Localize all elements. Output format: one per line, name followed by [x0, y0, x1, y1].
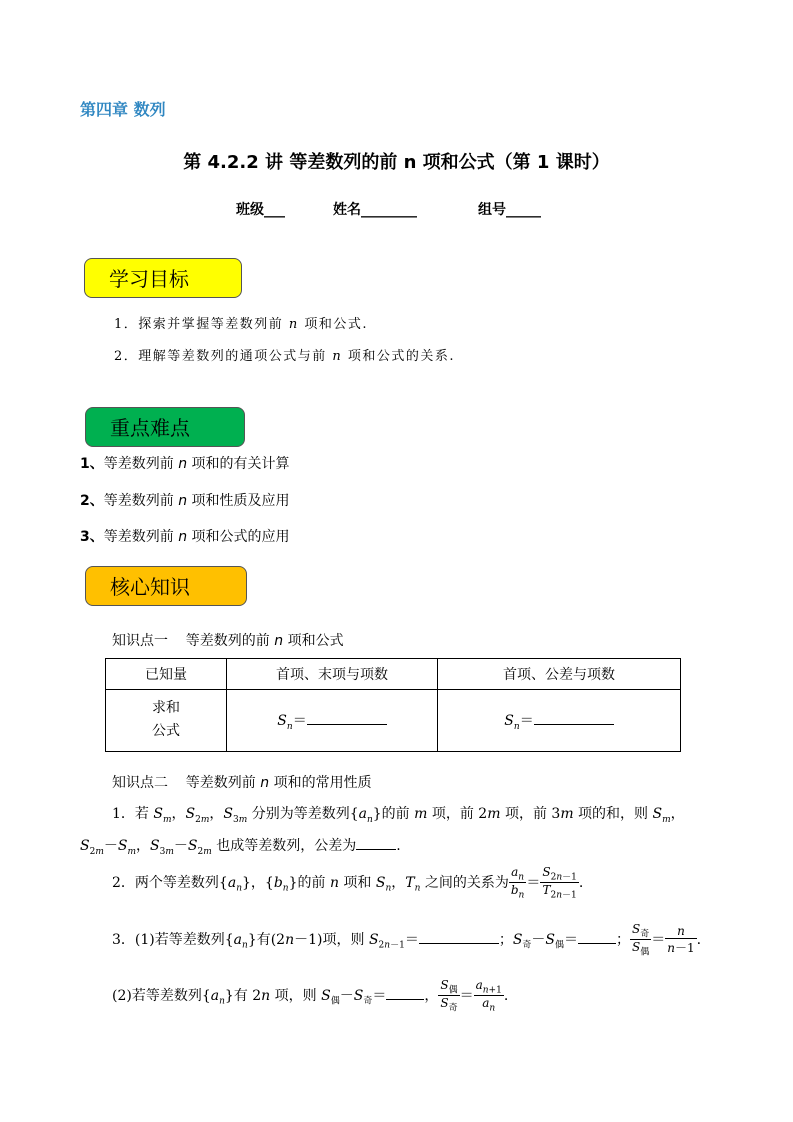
- knowledge-point-1-title: 知识点一 等差数列的前 n 项和公式: [112, 633, 344, 649]
- table-cell-formula-1[interactable]: $S_n=$: [227, 690, 438, 752]
- even-odd-diff-blank[interactable]: [386, 985, 424, 1000]
- chapter-heading: 第四章 数列: [80, 100, 166, 119]
- learning-goals-banner: 学习目标: [84, 258, 242, 298]
- group-field: 组号_____: [478, 202, 541, 218]
- goal-item-2: 2．理解等差数列的通项公式与前 n 项和公式的关系.: [114, 349, 456, 364]
- knowledge-point-2-title: 知识点二 等差数列前 n 项和的常用性质: [112, 775, 372, 791]
- table-header: 首项、公差与项数: [438, 659, 681, 690]
- table-header: 首项、末项与项数: [227, 659, 438, 690]
- goal-item-1: 1．探索并掌握等差数列前 n 项和公式.: [114, 317, 369, 332]
- key-point-3: 3、等差数列前 n 项和公式的应用: [80, 529, 290, 545]
- property-1-line-2: $S_{2m}-S_m$，$S_{3m}-S_{2m}$ 也成等差数列，公差为 .: [80, 835, 401, 857]
- key-point-2: 2、等差数列前 n 项和性质及应用: [80, 493, 290, 509]
- table-row-label: 求和 公式: [106, 690, 227, 752]
- name-field: 姓名________: [333, 202, 417, 218]
- sum-blank[interactable]: [419, 929, 499, 944]
- property-2: 2．两个等差数列$\{a_n\}$，$\{b_n\}$的前 n 项和 $S_n$，$T_n$ 之间的关系为 $\frac{a_n}{b_n}$ ＝ $\frac{S_{2n-1}}{T_{2n-1}}$ .: [112, 865, 584, 901]
- property-1-line-1: 1．若 $S_m$，$S_{2m}$，$S_{3m}$ 分别为等差数列$\{a_n\}$的前 m 项，前 2m 项，前 3m 项的和，则 $S_m$，: [112, 806, 685, 825]
- property-3-2: (2)若等差数列$\{a_n\}$有 2n 项，则 $S_偶-S_奇=$ ， $\frac{S_偶}{S_奇}$ ＝ $\frac{a_{n+1}}{a_n}$ .: [112, 978, 509, 1014]
- class-field: 班级___: [236, 202, 285, 218]
- common-difference-blank[interactable]: [356, 835, 396, 850]
- key-points-banner: 重点难点: [85, 407, 245, 447]
- property-3-1: 3．(1)若等差数列$\{a_n\}$有(2n－1)项，则 $S_{2n-1}=$ ；$S_奇-S_偶=$ ； $\frac{S_奇}{S_偶}$ ＝ $\frac{n}{n-1}$ .: [112, 922, 702, 958]
- odd-even-diff-blank[interactable]: [578, 929, 616, 944]
- lesson-title: 第 4.2.2 讲 等差数列的前 n 项和公式（第 1 课时）: [183, 152, 610, 173]
- key-point-1: 1、等差数列前 n 项和的有关计算: [80, 456, 290, 472]
- sum-formula-table: [105, 658, 681, 752]
- table-cell-formula-2[interactable]: $S_n=$: [438, 690, 681, 752]
- table-header: 已知量: [106, 659, 227, 690]
- core-knowledge-banner: 核心知识: [85, 566, 247, 606]
